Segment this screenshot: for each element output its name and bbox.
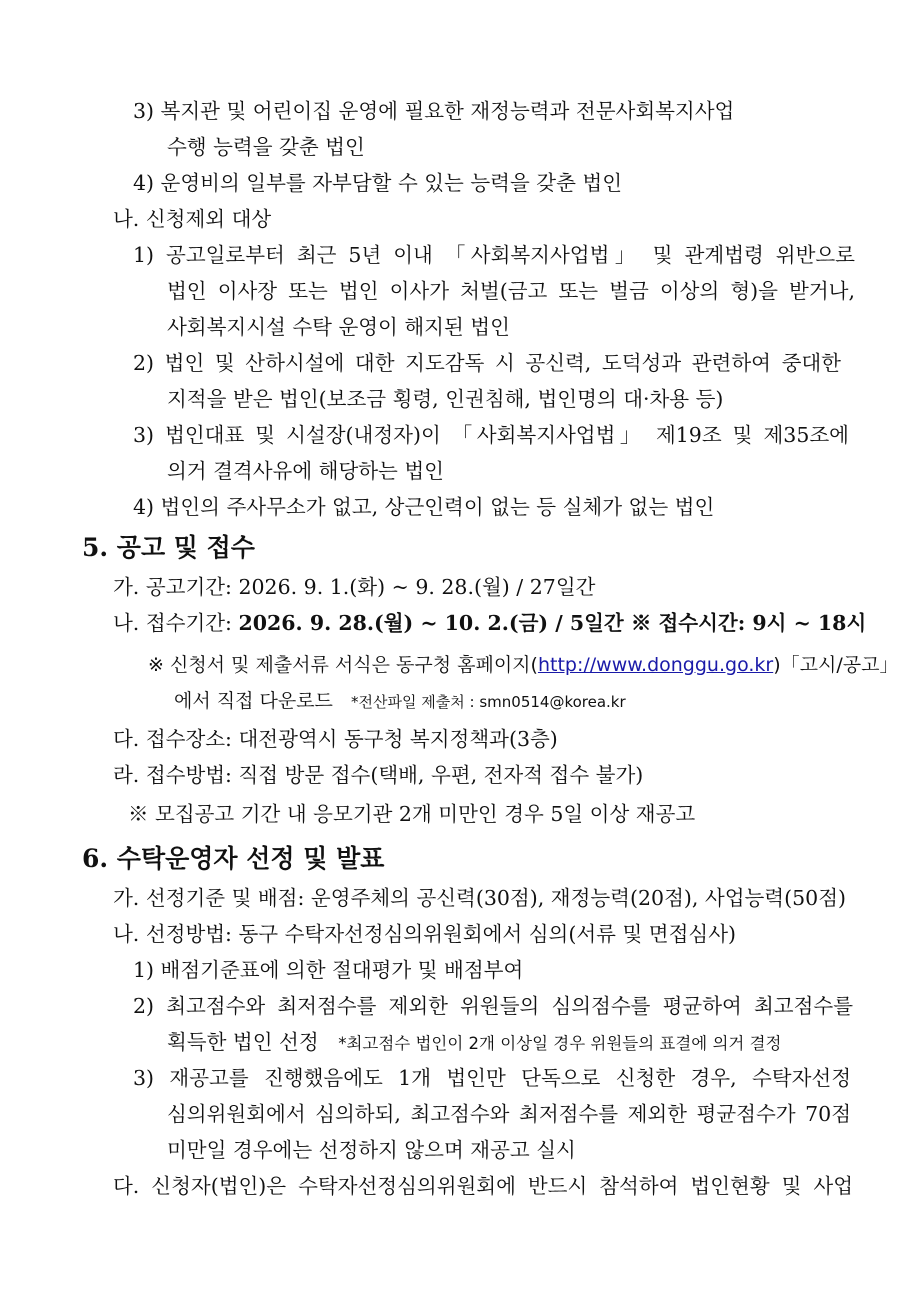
criteria-item-4: 4) 운영비의 일부를 자부담할 수 있는 능력을 갖춘 법인 <box>133 171 623 195</box>
application-location: 다. 접수장소: 대전광역시 동구청 복지정책과(3층) <box>113 727 558 751</box>
selection-method: 나. 선정방법: 동구 수탁자선정심의위원회에서 심의(서류 및 면접심사) <box>113 922 736 946</box>
exclusion-heading: 나. 신청제외 대상 <box>113 207 272 231</box>
method-item-1: 1) 배점기준표에 의한 절대평가 및 배점부여 <box>133 958 524 982</box>
method-item-3-line-2: 심의위원회에서 심의하되, 최고점수와 최저점수를 제외한 평균점수가 70점 <box>167 1102 851 1126</box>
criteria-item-3-line-1: 3) 복지관 및 어린이집 운영에 필요한 재정능력과 전문사회복지사업 <box>133 99 735 123</box>
method-item-3-line-1: 3) 재공고를 진행했음에도 1개 법인만 단독으로 신청한 경우, 수탁자선정 <box>133 1066 851 1090</box>
form-download-note-text: ※ 신청서 및 제출서류 서식은 동구청 홈페이지( <box>148 654 538 676</box>
method-item-2-line-2 <box>167 1027 781 1059</box>
selection-criteria: 가. 선정기준 및 배점: 운영주체의 공신력(30점), 재정능력(20점), 사업능력(50점) <box>113 886 846 910</box>
exclusion-item-1-line-2: 법인 이사장 또는 법인 이사가 처벌(금고 또는 벌금 이상의 형)을 받거나, <box>167 279 855 303</box>
application-period <box>113 608 866 638</box>
attendance-requirement-line-1: 다. 신청자(법인)은 수탁자선정심의위원회에 반드시 참석하여 법인현황 및 사업 <box>113 1174 853 1198</box>
exclusion-item-3-line-2: 의거 결격사유에 해당하는 법인 <box>167 459 444 483</box>
method-item-3-line-3: 미만일 경우에는 선정하지 않으며 재공고 실시 <box>167 1138 576 1162</box>
form-download-note-line-1 <box>148 650 898 680</box>
homepage-link[interactable]: http://www.donggu.go.kr <box>537 654 774 676</box>
method-item-2-line-1: 2) 최고점수와 최저점수를 제외한 위원들의 심의점수를 평균하여 최고점수를 <box>133 994 853 1018</box>
form-download-note-board: )「고시/공고」 <box>773 654 899 676</box>
exclusion-item-1-line-3: 사회복지시설 수탁 운영이 해지된 법인 <box>167 315 510 339</box>
application-period-label: 나. 접수기간: <box>113 611 239 635</box>
section-6-title: 6. 수탁운영자 선정 및 발표 <box>82 844 385 873</box>
notice-period: 가. 공고기간: 2026. 9. 1.(화) ~ 9. 28.(월) / 27일간 <box>113 575 596 599</box>
exclusion-item-2-line-1: 2) 법인 및 산하시설에 대한 지도감독 시 공신력, 도덕성과 관련하여 중대한 <box>133 351 841 375</box>
file-submission-address: *전산파일 제출처 : smn0514@korea.kr <box>351 693 626 711</box>
method-item-2-text: 획득한 법인 선정 <box>167 1030 319 1054</box>
exclusion-item-1-line-1: 1) 공고일로부터 최근 5년 이내 「사회복지사업법」 및 관계법령 위반으로 <box>133 243 855 267</box>
re-notice-rule: ※ 모집공고 기간 내 응모기관 2개 미만인 경우 5일 이상 재공고 <box>128 802 696 826</box>
method-item-2-note: *최고점수 법인이 2개 이상일 경우 위원들의 표결에 의거 결정 <box>338 1034 782 1053</box>
exclusion-item-3-line-1: 3) 법인대표 및 시설장(내정자)이 「사회복지사업법」 제19조 및 제35조에 <box>133 423 849 447</box>
form-download-note-line-2 <box>174 686 626 717</box>
exclusion-item-2-line-2: 지적을 받은 법인(보조금 횡령, 인권침해, 법인명의 대·차용 등) <box>167 387 724 411</box>
criteria-item-3-line-2: 수행 능력을 갖춘 법인 <box>167 135 365 159</box>
exclusion-item-4: 4) 법인의 주사무소가 없고, 상근인력이 없는 등 실체가 없는 법인 <box>133 495 715 519</box>
section-5-title: 5. 공고 및 접수 <box>82 533 255 562</box>
form-download-note-direct: 에서 직접 다운로드 <box>174 690 333 712</box>
application-period-value: 2026. 9. 28.(월) ~ 10. 2.(금) / 5일간 ※ 접수시간: 9시 ~ 18시 <box>238 611 867 635</box>
application-method: 라. 접수방법: 직접 방문 접수(택배, 우편, 전자적 접수 불가) <box>113 763 644 787</box>
